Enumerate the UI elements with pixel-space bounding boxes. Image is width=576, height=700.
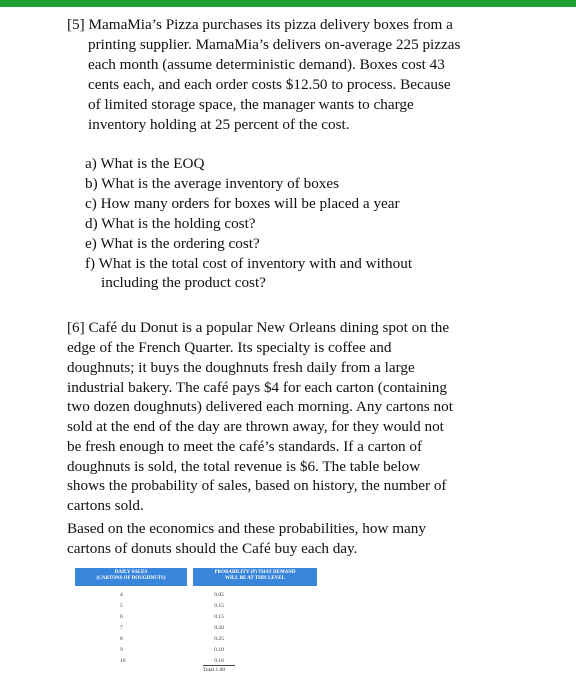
question-item: b) What is the average inventory of boxes: [85, 175, 340, 192]
probability-cell: 0.15: [214, 603, 224, 609]
problem-5-line: cents each, and each order costs $12.50 to process. Because: [88, 76, 451, 93]
total-underline: [203, 665, 235, 666]
problem-6-line: cartons sold.: [67, 497, 144, 514]
problem-6-line: two dozen doughnuts) delivered each morning. Any cartons not: [67, 398, 453, 415]
sales-cell: 4: [120, 592, 123, 598]
problem-5-line: [5] MamaMia’s Pizza purchases its pizza delivery boxes from a: [67, 16, 453, 33]
probability-cell: 0.15: [214, 614, 224, 620]
question-item: a) What is the EOQ: [85, 155, 205, 172]
probability-cell: 0.20: [214, 625, 224, 631]
problem-6-question: cartons of donuts should the Café buy each day.: [67, 540, 358, 557]
question-item: e) What is the ordering cost?: [85, 235, 260, 252]
problem-5-line: printing supplier. MamaMia’s delivers on-average 225 pizzas: [88, 36, 461, 53]
sales-cell: 10: [120, 658, 126, 664]
problem-5-line: each month (assume deterministic demand). Boxes cost 43: [88, 56, 445, 73]
sales-cell: 7: [120, 625, 123, 631]
problem-6-line: [6] Café du Donut is a popular New Orleans dining spot on the: [67, 319, 450, 336]
sales-column-header: [75, 568, 187, 586]
probability-table: [75, 568, 317, 680]
problem-6-line: doughnuts is sold, the total revenue is $6. The table below: [67, 458, 421, 475]
total-cell: Total 1.00: [202, 667, 226, 673]
problem-6-line: doughnuts; it buys the doughnuts fresh daily from a large: [67, 359, 415, 376]
question-item-continuation: including the product cost?: [101, 274, 266, 291]
problem-6-line: edge of the French Quarter. Its specialty is coffee and: [67, 339, 392, 356]
question-item: f) What is the total cost of inventory with and without: [85, 255, 413, 272]
probability-column-header: [193, 568, 317, 586]
header-text: WILL BE AT THIS LEVEL: [224, 576, 286, 581]
sales-cell: 8: [120, 636, 123, 642]
problem-6-line: be fresh enough to meet the café’s standards. If a carton of: [67, 438, 423, 455]
sales-cell: 9: [120, 647, 123, 653]
problem-5-line: inventory holding at 25 percent of the cost.: [88, 116, 350, 133]
header-text: DAILY SALES: [114, 570, 148, 575]
probability-cell: 0.25: [214, 636, 224, 642]
header-text: PROBABILITY (P) THAT DEMAND: [214, 570, 296, 575]
problem-6-question: Based on the economics and these probabilities, how many: [67, 520, 426, 537]
probability-cell: 0.05: [214, 592, 224, 598]
problem-5-line: of limited storage space, the manager wants to charge: [88, 96, 414, 113]
sales-cell: 5: [120, 603, 123, 609]
problem-6-line: industrial bakery. The café pays $4 for each carton (containing: [67, 379, 447, 396]
sales-cell: 6: [120, 614, 123, 620]
question-item: c) How many orders for boxes will be placed a year: [85, 195, 400, 212]
problem-6-line: shows the probability of sales, based on history, the number of: [67, 477, 447, 494]
probability-cell: 0.10: [214, 647, 224, 653]
problem-6-line: sold at the end of the day are thrown away, for they would not: [67, 418, 444, 435]
question-item: d) What is the holding cost?: [85, 215, 256, 232]
probability-cell: 0.10: [214, 658, 224, 664]
header-text: (CARTONS OF DOUGHNUTS): [96, 576, 166, 581]
